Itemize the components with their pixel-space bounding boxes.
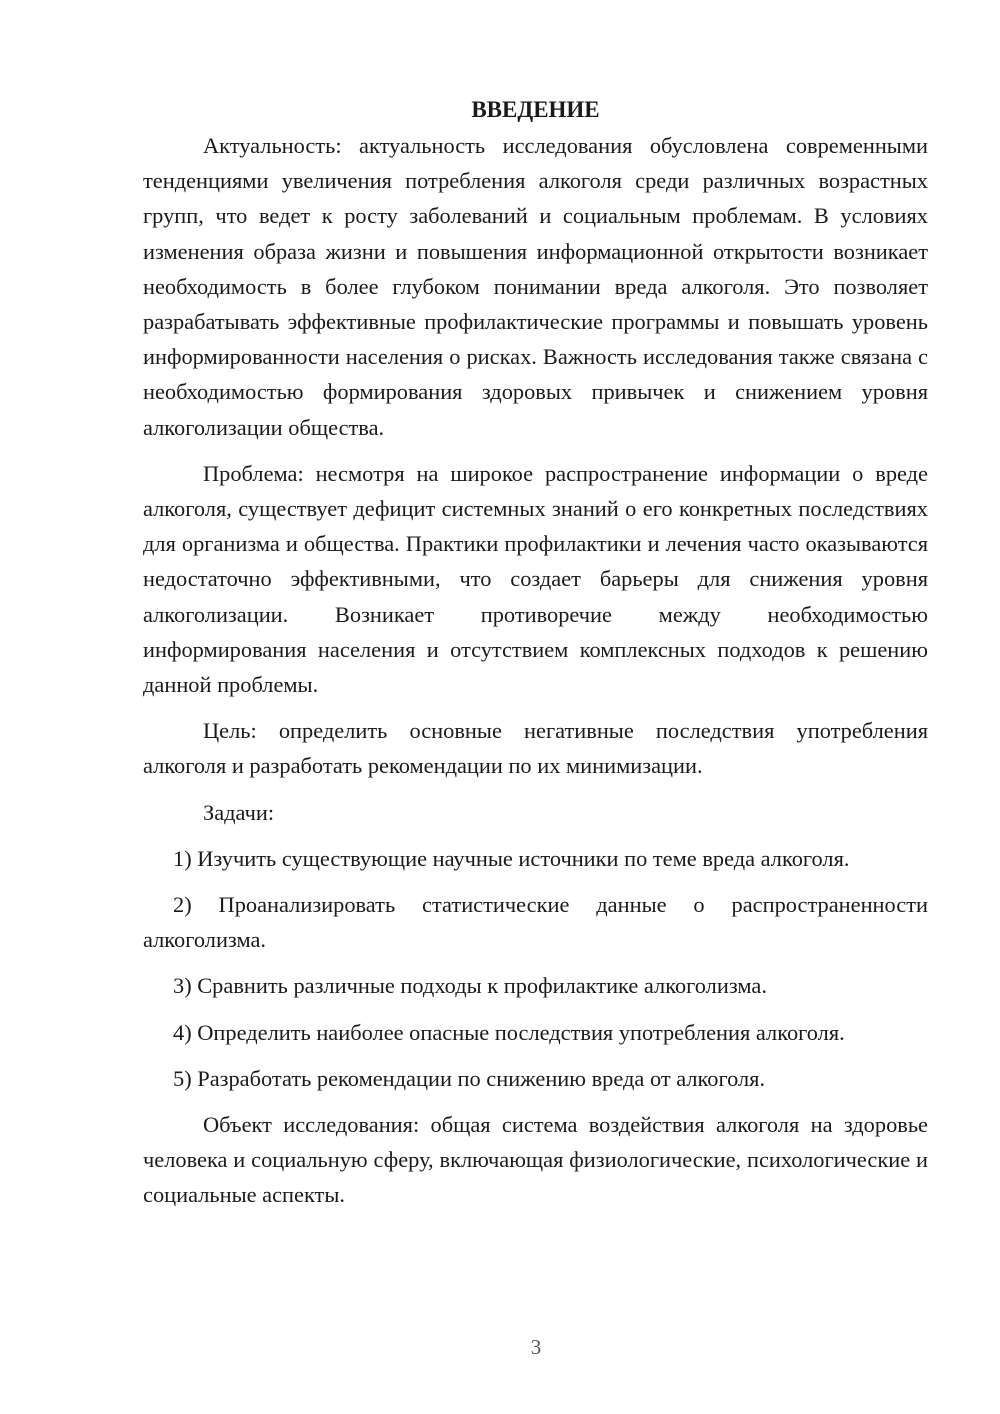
page-number: 3 (530, 1335, 542, 1359)
document-page (143, 92, 928, 1224)
relevance-paragraph: Актуальность: актуальность исследования обусловлена современными тенденциями увеличения потребления алкоголя среди различных возрастных групп, что ведет к росту заболеваний и социальным проблемам. В условиях изменения образа жизни и повышения информационной открытости возникает необходимость в более глубоком понимании вреда алкоголя. Это позволяет разрабатывать эффективные профилактические программы и повышать уровень информированности населения о рисках. Важность исследования также связана с необходимостью формирования здоровых привычек и снижением уровня алкоголизации общества. (143, 133, 928, 440)
task-item: 2) Проанализировать статистические данные о распространенности алкоголизма. (143, 892, 928, 953)
object-paragraph: Объект исследования: общая система воздействия алкоголя на здоровье человека и социальную сферу, включающая физиологические, психологические и социальные аспекты. (143, 1112, 928, 1208)
task-item: 4) Определить наиболее опасные последствия употребления алкоголя. (173, 1019, 845, 1045)
task-item: 1) Изучить существующие научные источники по теме вреда алкоголя. (173, 845, 850, 871)
page-title: ВВЕДЕНИЕ (471, 97, 600, 122)
task-item: 3) Сравнить различные подходы к профилактике алкоголизма. (173, 973, 767, 999)
tasks-heading: Задачи: (203, 799, 275, 825)
goal-paragraph: Цель: определить основные негативные последствия употребления алкоголя и разработать рекомендации по их минимизации. (143, 718, 928, 779)
problem-paragraph: Проблема: несмотря на широкое распространение информации о вреде алкоголя, существует дефицит системных знаний о его конкретных последствиях для организма и общества. Практики профилактики и лечения часто оказываются недостаточно эффективными, что создает барьеры для снижения уровня алкоголизации. Возникает противоречие между необходимостью информирования населения и отсутствием комплексных подходов к решению данной проблемы. (143, 460, 928, 698)
task-item: 5) Разработать рекомендации по снижению вреда от алкоголя. (173, 1065, 766, 1091)
